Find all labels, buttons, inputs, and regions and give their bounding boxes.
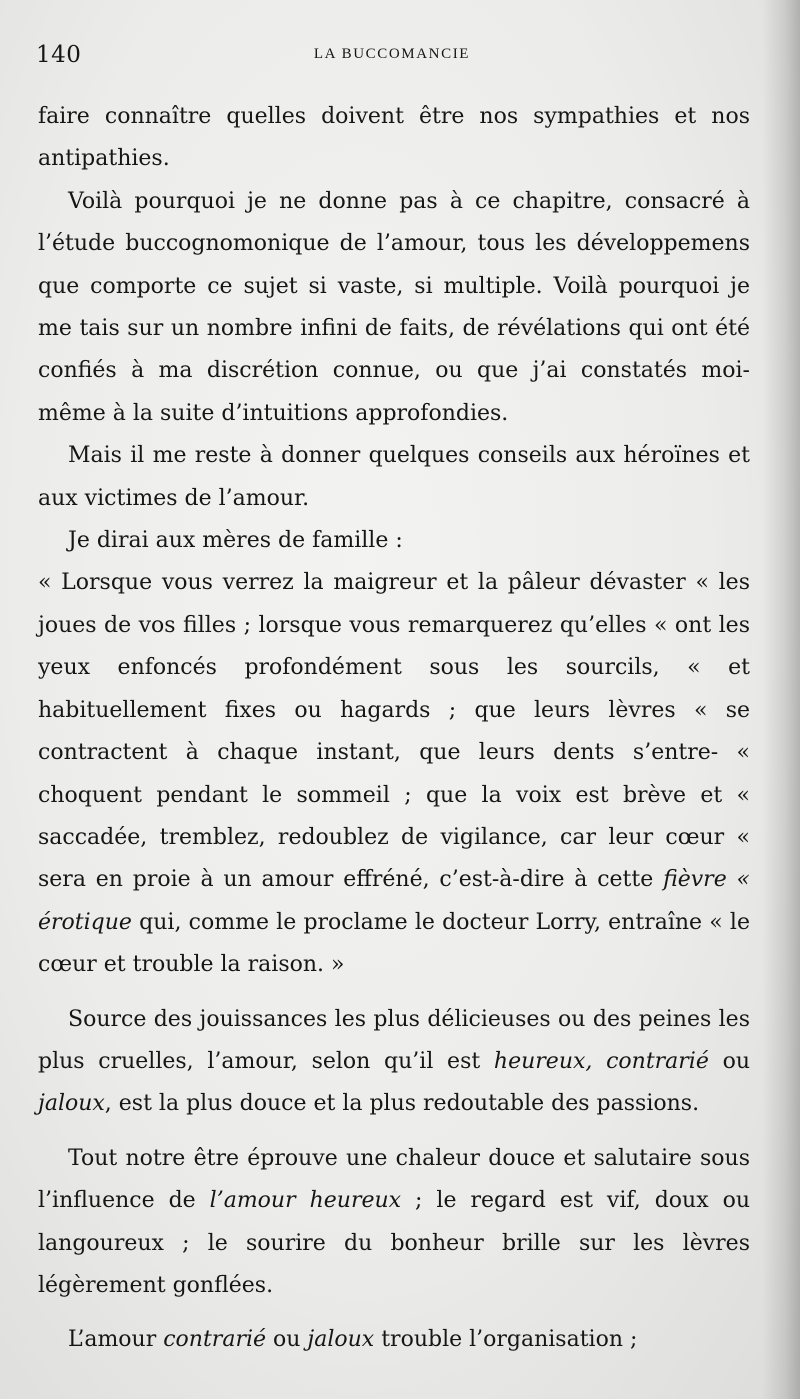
paragraph-continuation — [38, 96, 750, 181]
text-segment: faire connaître quelles doivent être nos sympathies et nos antipathies. — [38, 104, 750, 172]
text-segment: ; le regard est vif, doux ou langoureux ; le sourire du bonheur brille sur les lèvres légèrement gonflées. — [38, 1188, 750, 1298]
page-number: 140 — [36, 42, 82, 68]
body-text — [38, 96, 750, 1362]
paragraph-gap — [38, 1126, 750, 1138]
paragraph-amour-contrarie — [38, 1319, 750, 1361]
italic-phrase: jaloux — [307, 1327, 375, 1353]
text-segment: Tout notre être éprouve une chaleur douce et salutaire sous l’influence de — [38, 1145, 750, 1214]
text-segment: , est la plus douce et la plus redoutable des passions. — [104, 1091, 700, 1117]
page-edge-shadow — [762, 0, 800, 1399]
italic-phrase: l’amour heureux — [209, 1188, 402, 1214]
text-segment: qui, comme le proclame le docteur Lorry, entraîne « le cœur et trouble la raison. » — [38, 909, 750, 978]
text-segment: ou — [708, 1048, 750, 1074]
paragraph-gap — [38, 987, 750, 999]
running-title: LA BUCCOMANCIE — [313, 46, 471, 62]
paragraph-conseils — [38, 435, 750, 520]
paragraph-meres-de-famille — [38, 520, 750, 562]
text-segment: Mais il me reste à donner quelques conseils aux héroïnes et aux victimes de l’amour. — [38, 443, 750, 511]
text-segment: Voilà pourquoi je ne donne pas à ce chapitre, consacré à l’étude buccognomonique de l’amour, tous les développemens que comporte ce sujet si vaste, si multiple. Voilà pourquoi je me tais sur un nombre infini de faits, de révélations qui ont été confiés à ma discrétion connue, ou que j’ai constatés moi-même à la suite d’intuitions approfondies. — [38, 188, 750, 426]
paragraph-quotation — [38, 562, 750, 986]
italic-phrase: jaloux — [38, 1091, 105, 1117]
text-segment: trouble l’organisation ; — [374, 1327, 638, 1353]
paragraph-voila-pourquoi — [38, 181, 750, 435]
text-segment: L’amour — [68, 1327, 164, 1353]
running-head — [36, 42, 748, 76]
text-segment: ou — [266, 1327, 308, 1353]
text-segment: Je dirai aux mères de famille : — [68, 528, 403, 554]
paragraph-source-des-jouissances — [38, 999, 750, 1126]
italic-phrase: fièvre « érotique — [38, 867, 750, 935]
paragraph-gap — [38, 1307, 750, 1319]
paragraph-amour-heureux — [38, 1138, 750, 1308]
text-segment: « Lorsque vous verrez la maigreur et la pâleur dévaster « les joues de vos filles ; lorsque vous remarquerez qu’elles « ont les yeux enfoncés profondément sous les sourcils, « et habituellement fixes ou hagards ; que leurs lèvres « se contractent à chaque instant, que leurs dents s’entre- « choquent pendant le sommeil ; que la voix est brève et « saccadée, tremblez, redoublez de vigilance, car leur cœur « sera en proie à un amour effréné, c’est-à-dire à cette — [38, 570, 750, 893]
italic-phrase: contrarié — [163, 1327, 267, 1353]
italic-phrase: heureux, contrarié — [493, 1048, 709, 1074]
text-segment: Source des jouissances les plus délicieuses ou des peines les plus cruelles, l’amour, selon qu’il est — [38, 1006, 750, 1074]
